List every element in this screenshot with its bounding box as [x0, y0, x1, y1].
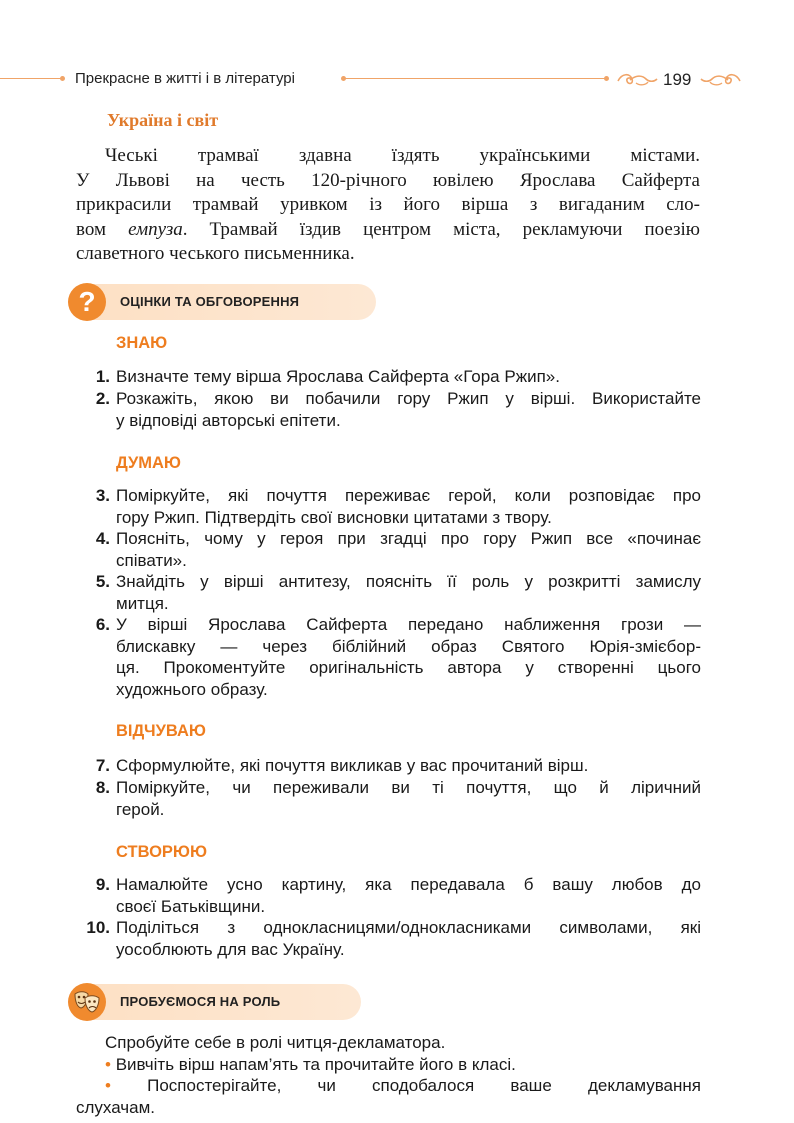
question-item: [76, 366, 701, 388]
box-line: славетного чеського письменника.: [76, 243, 355, 264]
box-line: Чеські трамваї здавна їздять українськими містами.: [105, 145, 700, 166]
subheading-create: СТВОРЮЮ: [116, 843, 207, 861]
question-line: співати».: [116, 550, 187, 570]
question-item: [76, 874, 701, 917]
question-item: [76, 777, 701, 820]
roleplay-bullet: [76, 1054, 701, 1076]
question-item: [76, 388, 701, 431]
question-line: митця.: [116, 593, 169, 613]
question-line: художнього образу.: [116, 679, 268, 699]
header-rule-left: [0, 78, 62, 79]
question-line: ця. Прокоментуйте оригінальність автора у створенні цього: [116, 658, 701, 677]
header-rule-dot-right: [604, 76, 609, 81]
question-line: уособлюють для вас Україну.: [116, 939, 345, 959]
subheading-know: ЗНАЮ: [116, 334, 168, 352]
question-item: [76, 485, 701, 528]
question-line: Знайдіть у вірші антитезу, поясніть її роль у розкритті замислу: [116, 572, 701, 591]
page-number: 199: [663, 70, 692, 89]
header-rule-dot-left: [60, 76, 65, 81]
ornament-right-icon: [700, 71, 742, 87]
question-number: 7.: [95, 756, 110, 775]
theater-masks-svg: [68, 983, 106, 1021]
roleplay-text: [76, 1032, 701, 1118]
roleplay-title: ПРОБУЄМОСЯ НА РОЛЬ: [120, 994, 281, 1009]
question-line: Поясніть, чому у героя при згадці про гору Ржип все «починає: [116, 529, 701, 548]
subheading-think: ДУМАЮ: [116, 454, 181, 472]
question-item: [76, 528, 701, 571]
box-line: [76, 218, 700, 243]
question-number: 5.: [95, 572, 110, 591]
question-number: 4.: [95, 529, 110, 548]
question-line: блискавку — через біблійний образ Святого Юрія-змієбор-: [116, 636, 701, 656]
question-line: Намалюйте усно картину, яка передавала б вашу любов до: [116, 875, 701, 894]
roleplay-intro: Спробуйте себе в ролі читця-декламатора.: [105, 1033, 446, 1052]
box-line-part: вом: [76, 218, 129, 240]
question-number: 6.: [95, 615, 110, 634]
question-number: 2.: [95, 389, 110, 408]
question-line: своєї Батьківщини.: [116, 896, 266, 916]
box-line-part: . Трамвай їздив центром міста, рекламуючи поезію: [182, 218, 700, 240]
running-title: Прекрасне в житті і в літературі: [75, 70, 295, 87]
question-item: [76, 614, 701, 700]
assessment-title: ОЦІНКИ ТА ОБГОВОРЕННЯ: [120, 294, 300, 309]
question-line: У вірші Ярослава Сайферта передано наближення грози —: [116, 615, 701, 634]
question-item: [76, 571, 701, 614]
question-line: Поміркуйте, чи переживали ви ті почуття, що й ліричний: [116, 778, 701, 797]
question-line: Сформулюйте, які почуття викликав у вас прочитаний вірш.: [116, 756, 589, 775]
question-number: 3.: [95, 486, 110, 505]
question-line: Поділіться з однокласницями/однокласниками символами, які: [116, 918, 701, 937]
theater-masks-icon: [68, 983, 106, 1021]
box-heading: Україна і світ: [107, 110, 219, 130]
question-line: герой.: [116, 799, 165, 819]
question-number: 10.: [86, 918, 110, 937]
question-line: Поміркуйте, які почуття переживає герой, коли розповідає про: [116, 486, 701, 505]
question-line: у відповіді авторські епітети.: [116, 410, 341, 430]
question-item: [76, 755, 701, 777]
roleplay-bullet-text: Поспостерігайте, чи сподобалося ваше декламування: [147, 1076, 701, 1095]
subheading-feel: ВІДЧУВАЮ: [116, 722, 206, 740]
question-number: 9.: [95, 875, 110, 894]
box-line-italic-word: емпуза: [128, 218, 183, 240]
question-mark-icon: ?: [68, 283, 106, 321]
question-number: 1.: [95, 367, 110, 386]
box-line: прикрасили трамвай уривком із його вірша з вигаданим сло-: [76, 194, 700, 215]
bullet-icon: •: [105, 1054, 111, 1074]
roleplay-bullet-text: Вивчіть вірш напам’ять та прочитайте його в класі.: [115, 1054, 516, 1074]
ornament-left-icon: [616, 71, 658, 87]
box-text: [76, 144, 700, 267]
box-line: У Львові на честь 120-річного ювілею Ярослава Сайферта: [76, 169, 700, 191]
question-line: Визначте тему вірша Ярослава Сайферта «Гора Ржип».: [116, 367, 560, 386]
roleplay-bullet-text: слухачам.: [76, 1097, 156, 1117]
roleplay-bullet: [76, 1075, 701, 1097]
question-item: [76, 917, 701, 960]
question-line: гору Ржип. Підтвердіть свої висновки цитатами з твору.: [116, 507, 552, 527]
bullet-icon: •: [105, 1076, 111, 1095]
header-rule-right: [343, 78, 606, 79]
question-line: Розкажіть, якою ви побачили гору Ржип у вірші. Використайте: [116, 389, 701, 408]
question-number: 8.: [95, 778, 110, 797]
